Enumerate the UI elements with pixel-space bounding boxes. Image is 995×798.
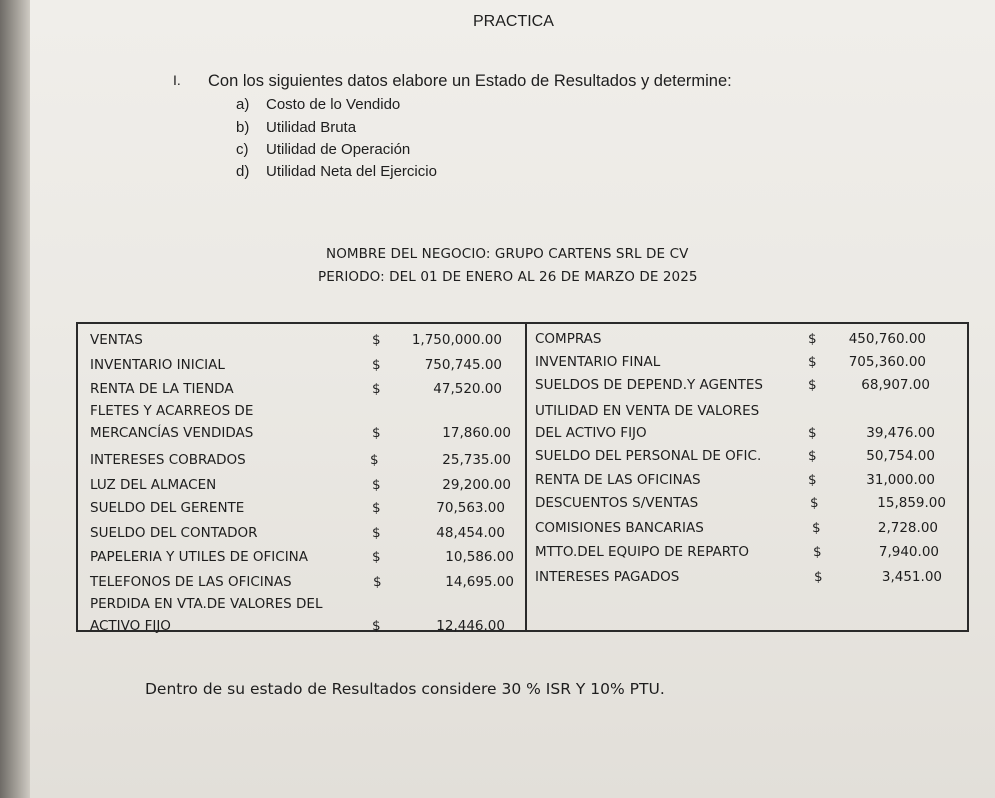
currency-symbol: $ (372, 425, 381, 441)
currency-symbol: $ (372, 381, 381, 397)
option-letter: a) (236, 96, 250, 113)
currency-symbol: $ (808, 425, 817, 441)
item-label: SUELDO DEL PERSONAL DE OFIC. (535, 448, 762, 464)
currency-symbol: $ (808, 448, 817, 464)
item-label: ACTIVO FIJO (90, 618, 171, 634)
item-label: COMISIONES BANCARIAS (535, 520, 704, 536)
currency-symbol: $ (373, 574, 382, 590)
option-text: Utilidad Neta del Ejercicio (266, 163, 437, 180)
item-label-line1: UTILIDAD EN VENTA DE VALORES (535, 403, 760, 419)
amount-value: 31,000.00 (866, 472, 935, 488)
item-label-line1: PERDIDA EN VTA.DE VALORES DEL (90, 596, 323, 612)
item-label: SUELDO DEL GERENTE (90, 500, 245, 516)
amount-value: 48,454.00 (436, 525, 505, 541)
option-letter: d) (236, 163, 250, 180)
option-letter: b) (236, 119, 250, 136)
item-label: VENTAS (90, 332, 143, 348)
amount-value: 450,760.00 (848, 331, 926, 347)
currency-symbol: $ (372, 477, 381, 493)
amount-value: 1,750,000.00 (411, 332, 502, 348)
amount-value: 750,745.00 (424, 357, 502, 373)
currency-symbol: $ (810, 495, 819, 511)
amount-value: 29,200.00 (442, 477, 511, 493)
option-d (236, 163, 437, 180)
amount-value: 705,360.00 (848, 354, 926, 370)
item-label-line1: FLETES Y ACARREOS DE (90, 403, 254, 419)
currency-symbol: $ (370, 452, 379, 468)
amount-value: 7,940.00 (878, 544, 939, 560)
option-c (236, 141, 410, 158)
amount-value: 2,728.00 (877, 520, 938, 536)
option-letter: c) (236, 141, 249, 158)
amount-value: 68,907.00 (861, 377, 930, 393)
item-label: MERCANCÍAS VENDIDAS (90, 425, 254, 441)
amount-value: 39,476.00 (866, 425, 935, 441)
business-name: NOMBRE DEL NEGOCIO: GRUPO CARTENS SRL DE CV (326, 246, 689, 262)
currency-symbol: $ (808, 472, 817, 488)
currency-symbol: $ (808, 354, 817, 370)
item-label: INVENTARIO INICIAL (90, 357, 225, 373)
page-edge-shadow (0, 0, 30, 798)
item-label: LUZ DEL ALMACEN (90, 477, 217, 493)
item-label: DEL ACTIVO FIJO (535, 425, 647, 441)
amount-value: 14,695.00 (445, 574, 514, 590)
question-text: Con los siguientes datos elabore un Estado de Resultados y determine: (208, 72, 732, 90)
option-text: Costo de lo Vendido (266, 96, 401, 113)
currency-symbol: $ (372, 618, 381, 634)
amount-value: 15,859.00 (877, 495, 946, 511)
footer-note: Dentro de su estado de Resultados considere 30 % ISR Y 10% PTU. (145, 680, 665, 698)
item-label: SUELDO DEL CONTADOR (90, 525, 258, 541)
question-number: I. (173, 72, 181, 88)
option-text: Utilidad Bruta (266, 119, 357, 136)
currency-symbol: $ (812, 520, 821, 536)
item-label: INTERESES PAGADOS (535, 569, 680, 585)
item-label: RENTA DE LAS OFICINAS (535, 472, 701, 488)
currency-symbol: $ (808, 331, 817, 347)
amount-value: 25,735.00 (442, 452, 511, 468)
option-text: Utilidad de Operación (266, 141, 411, 158)
item-label: SUELDOS DE DEPEND.Y AGENTES (535, 377, 763, 393)
currency-symbol: $ (372, 500, 381, 516)
amount-value: 17,860.00 (442, 425, 511, 441)
currency-symbol: $ (372, 357, 381, 373)
currency-symbol: $ (372, 549, 381, 565)
item-label: RENTA DE LA TIENDA (90, 381, 234, 397)
item-label: INTERESES COBRADOS (90, 452, 246, 468)
amount-value: 50,754.00 (866, 448, 935, 464)
currency-symbol: $ (808, 377, 817, 393)
currency-symbol: $ (814, 569, 823, 585)
amount-value: 3,451.00 (881, 569, 942, 585)
table-divider (525, 324, 527, 630)
item-label: COMPRAS (535, 331, 602, 347)
item-label: PAPELERIA Y UTILES DE OFICINA (90, 549, 309, 565)
item-label: DESCUENTOS S/VENTAS (535, 495, 699, 511)
item-label: TELEFONOS DE LAS OFICINAS (90, 574, 292, 590)
amount-value: 70,563.00 (436, 500, 505, 516)
page-title: PRACTICA (473, 13, 554, 30)
amount-value: 10,586.00 (445, 549, 514, 565)
amount-value: 12,446.00 (436, 618, 505, 634)
period: PERIODO: DEL 01 DE ENERO AL 26 DE MARZO DE 2025 (318, 269, 698, 285)
item-label: INVENTARIO FINAL (535, 354, 661, 370)
amount-value: 47,520.00 (433, 381, 502, 397)
option-b (236, 119, 356, 136)
currency-symbol: $ (372, 332, 381, 348)
option-a (236, 96, 400, 113)
item-label: MTTO.DEL EQUIPO DE REPARTO (535, 544, 749, 560)
currency-symbol: $ (372, 525, 381, 541)
currency-symbol: $ (813, 544, 822, 560)
